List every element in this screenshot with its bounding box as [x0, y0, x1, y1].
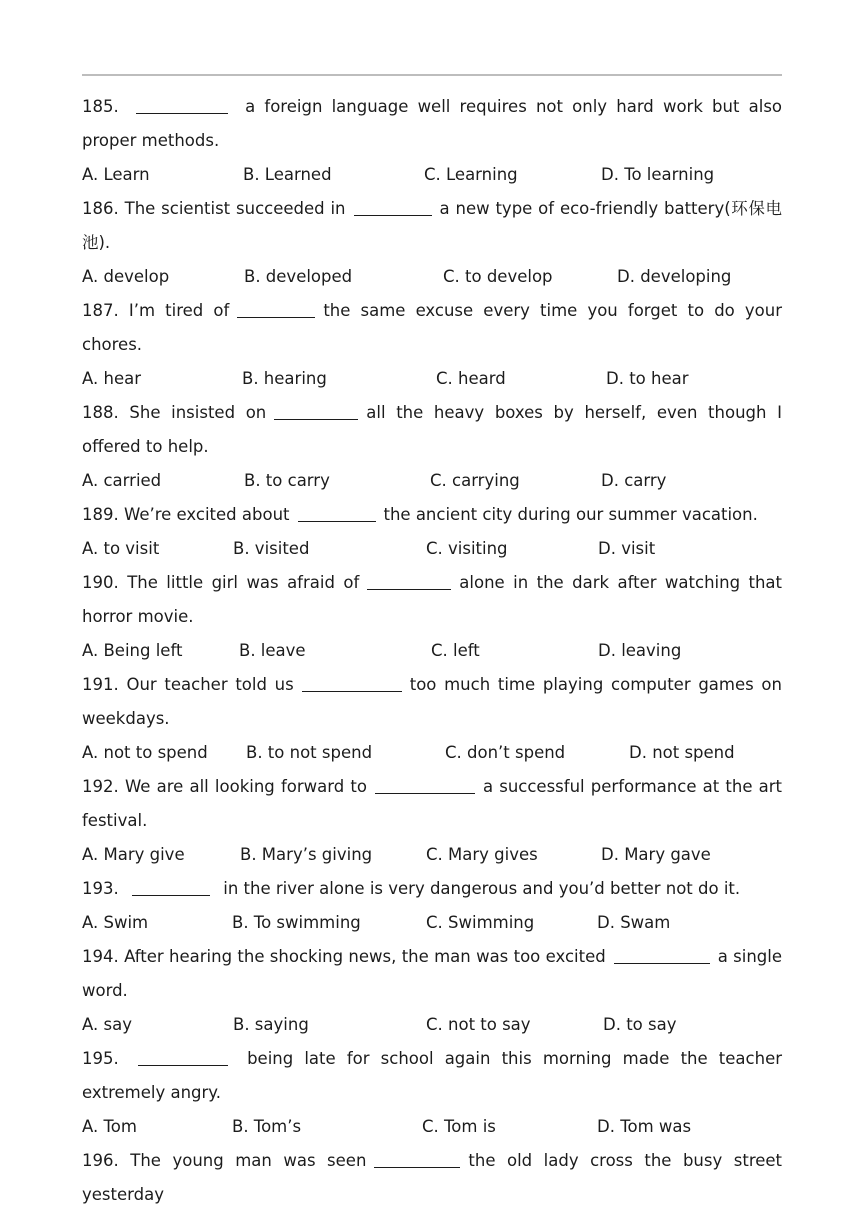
stem-text-before: She insisted on	[129, 403, 267, 422]
options-row	[82, 260, 782, 294]
question-194	[82, 940, 782, 1042]
stem-text-after: a successful performance at the art festival.	[82, 777, 783, 830]
stem-text-before: The scientist succeeded in	[124, 199, 346, 218]
answer-blank	[237, 299, 315, 318]
answer-blank	[374, 1149, 460, 1168]
stem-text-before: We’re excited about	[124, 505, 290, 524]
answer-blank	[302, 673, 402, 692]
options-row	[82, 634, 782, 668]
stem-text-after: too much time playing computer games on weekdays.	[82, 675, 782, 728]
option-d: D. leaving	[598, 641, 682, 660]
question-stem	[82, 498, 782, 532]
option-d: D. To learning	[601, 165, 715, 184]
answer-blank	[375, 775, 475, 794]
header-rule	[82, 74, 782, 76]
option-d: D. visit	[598, 539, 656, 558]
option-b: B. to carry	[244, 471, 330, 490]
question-stem	[82, 566, 782, 634]
stem-text-after: all the heavy boxes by herself, even though I offered to help.	[82, 403, 782, 456]
option-b: B. hearing	[242, 369, 327, 388]
answer-blank	[138, 1047, 228, 1066]
stem-text-before: The young man was seen	[130, 1151, 367, 1170]
option-a: A. hear	[82, 369, 141, 388]
stem-text-before: The little girl was afraid of	[127, 573, 360, 592]
question-stem	[82, 1144, 782, 1212]
stem-text-after: a single word.	[82, 947, 782, 1000]
option-d: D. not spend	[629, 743, 735, 762]
options-row	[82, 1008, 782, 1042]
answer-blank	[298, 503, 376, 522]
stem-text-after: a new type of eco-friendly battery(环保电池).	[82, 199, 783, 252]
option-c: C. Swimming	[426, 913, 535, 932]
option-d: D. Mary gave	[601, 845, 711, 864]
stem-text-before: After hearing the shocking news, the man was too excited	[124, 947, 606, 966]
question-number: 186.	[82, 199, 119, 218]
answer-blank	[614, 945, 710, 964]
question-stem	[82, 872, 782, 906]
option-c: C. Tom is	[422, 1117, 496, 1136]
options-row	[82, 362, 782, 396]
answer-blank	[354, 197, 432, 216]
stem-text-before: I’m tired of	[128, 301, 230, 320]
question-number: 188.	[82, 403, 119, 422]
option-b: B. Tom’s	[232, 1117, 302, 1136]
option-c: C. Mary gives	[426, 845, 538, 864]
option-a: A. to visit	[82, 539, 160, 558]
option-b: B. saying	[233, 1015, 309, 1034]
question-196	[82, 1144, 782, 1212]
stem-text-before: Our teacher told us	[126, 675, 294, 694]
answer-blank	[136, 95, 228, 114]
option-a: A. develop	[82, 267, 170, 286]
stem-text-after: being late for school again this morning made the teacher extremely angry.	[82, 1049, 783, 1102]
question-number: 192.	[82, 777, 119, 796]
option-a: A. Being left	[82, 641, 183, 660]
stem-text-after: alone in the dark after watching that horror movie.	[82, 573, 782, 626]
option-b: B. to not spend	[246, 743, 373, 762]
options-row	[82, 906, 782, 940]
question-number: 195.	[82, 1049, 119, 1068]
options-row	[82, 532, 782, 566]
question-number: 191.	[82, 675, 119, 694]
question-stem	[82, 192, 782, 260]
stem-text-after: the old lady cross the busy street yesterday	[82, 1151, 783, 1204]
option-d: D. to hear	[606, 369, 689, 388]
question-192	[82, 770, 782, 872]
question-number: 196.	[82, 1151, 119, 1170]
stem-text-before: We are all looking forward to	[124, 777, 367, 796]
option-b: B. Learned	[243, 165, 332, 184]
option-c: C. carrying	[430, 471, 520, 490]
question-stem	[82, 1042, 782, 1110]
question-stem	[82, 770, 782, 838]
options-row	[82, 158, 782, 192]
question-stem	[82, 90, 782, 158]
option-a: A. carried	[82, 471, 162, 490]
question-number: 194.	[82, 947, 119, 966]
option-a: A. Swim	[82, 913, 149, 932]
option-d: D. carry	[601, 471, 667, 490]
question-number: 190.	[82, 573, 119, 592]
option-c: C. don’t spend	[445, 743, 566, 762]
question-number: 185.	[82, 97, 119, 116]
question-stem	[82, 940, 782, 1008]
option-d: D. Tom was	[597, 1117, 692, 1136]
option-c: C. not to say	[426, 1015, 531, 1034]
option-d: D. to say	[603, 1015, 677, 1034]
answer-blank	[132, 877, 210, 896]
question-number: 189.	[82, 505, 119, 524]
question-number: 193.	[82, 879, 119, 898]
question-193	[82, 872, 782, 940]
option-d: D. Swam	[597, 913, 671, 932]
question-185	[82, 90, 782, 192]
question-number: 187.	[82, 301, 119, 320]
option-c: C. visiting	[426, 539, 508, 558]
option-a: A. Learn	[82, 165, 150, 184]
question-stem	[82, 396, 782, 464]
option-c: C. to develop	[443, 267, 553, 286]
question-190	[82, 566, 782, 668]
options-row	[82, 838, 782, 872]
question-stem	[82, 668, 782, 736]
options-row	[82, 464, 782, 498]
answer-blank	[367, 571, 451, 590]
options-row	[82, 736, 782, 770]
option-a: A. Tom	[82, 1117, 137, 1136]
question-188	[82, 396, 782, 498]
question-191	[82, 668, 782, 770]
option-b: B. To swimming	[232, 913, 361, 932]
answer-blank	[274, 401, 358, 420]
stem-text-after: a foreign language well requires not only hard work but also proper methods.	[82, 97, 783, 150]
stem-text-after: in the river alone is very dangerous and you’d better not do it.	[223, 879, 741, 898]
option-d: D. developing	[617, 267, 732, 286]
option-a: A. Mary give	[82, 845, 185, 864]
option-b: B. visited	[233, 539, 310, 558]
option-c: C. left	[431, 641, 480, 660]
question-195	[82, 1042, 782, 1144]
question-stem	[82, 294, 782, 362]
question-187	[82, 294, 782, 396]
question-189	[82, 498, 782, 566]
option-a: A. not to spend	[82, 743, 208, 762]
stem-text-after: the same excuse every time you forget to do your chores.	[82, 301, 782, 354]
option-a: A. say	[82, 1015, 132, 1034]
question-186	[82, 192, 782, 294]
option-c: C. heard	[436, 369, 506, 388]
option-b: B. developed	[244, 267, 353, 286]
stem-text-after: the ancient city during our summer vacation.	[383, 505, 758, 524]
option-b: B. leave	[239, 641, 306, 660]
option-b: B. Mary’s giving	[240, 845, 373, 864]
question-list	[82, 90, 782, 1212]
option-c: C. Learning	[424, 165, 518, 184]
options-row	[82, 1110, 782, 1144]
